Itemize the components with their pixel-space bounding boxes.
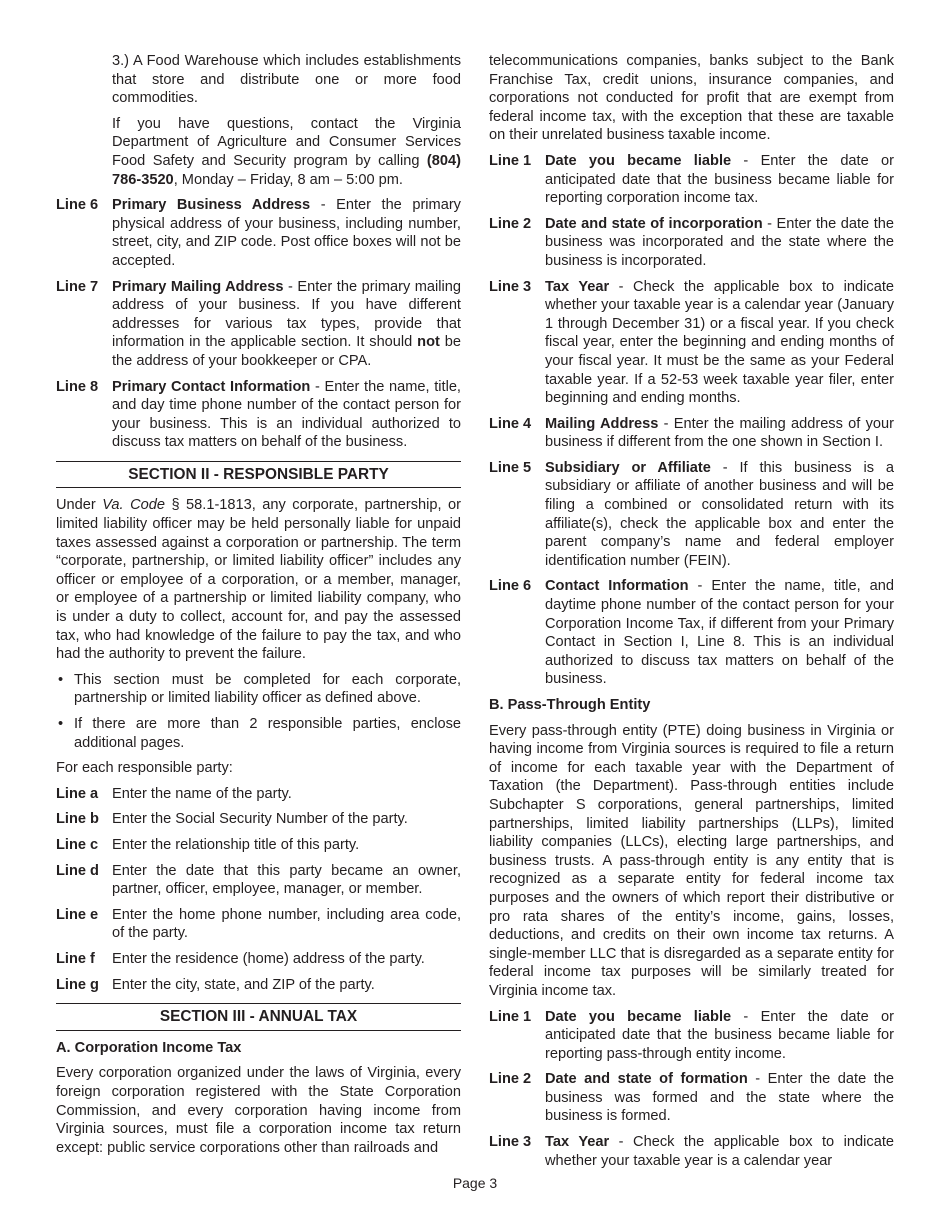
page-number: Page 3 — [452, 1175, 498, 1191]
line-label: Line 2 — [489, 215, 532, 232]
line-text: - Enter the date the business was incorporated and the state where the business is incorporated. — [545, 215, 894, 269]
line-text: - Enter the date the business was formed and the state where the business is formed. — [545, 1071, 894, 1125]
line-g — [56, 976, 461, 995]
line-title: Tax Year — [545, 1134, 610, 1151]
right-column — [489, 52, 894, 1177]
line-text: Enter the home phone number, including area code, of the party. — [112, 906, 461, 942]
list-item: • If there are more than 2 responsible parties, enclose additional pages. — [56, 715, 461, 752]
va-code-citation: Va. Code — [102, 497, 165, 514]
corp-line-3 — [489, 278, 894, 408]
rp-text-a: Under — [56, 497, 103, 514]
line-text: Enter the Social Security Number of the party. — [112, 811, 408, 828]
line-label: Line 4 — [489, 415, 532, 432]
line-text: - Check the applicable box to indicate whether your taxable year is a calendar year (January 1 through December 31) or a fiscal year. If you check fiscal year, enter the beginning and ending months of your fiscal year. It must be the same as your Federal taxable year. If a 52-53 week taxable year filer, enter beginning and ending months. — [545, 278, 894, 407]
line-text-cont: be the address of your bookkeeper or CPA. — [112, 334, 461, 369]
line-title: Primary Mailing Address — [112, 278, 284, 295]
line-text: Enter the city, state, and ZIP of the party. — [112, 976, 375, 993]
line-7-primary-mailing-address — [56, 278, 461, 371]
rp-text-b: § 58.1-1813, any corporate, partnership, or limited liability officer may be held personally liable for unpaid taxes assessed against a corporation or partnership. The term “corporate, partnership, or limited liability officer” includes any officer or employee of a corporation, or a member, manager, or employee of a partnership or limited liability company, who is under a duty to collect, account for, and pay the assessed tax, who had knowledge of the failure to pay the tax, and who had the authority to prevent the failure. — [56, 497, 461, 663]
line-text: - Enter the name, title, and day time phone number of the contact person for your business. This is an individual authorized to discuss tax matters on behalf of the business. — [112, 378, 461, 451]
line-d — [56, 862, 461, 899]
line-emphasis: not — [417, 334, 440, 351]
line-title: Mailing Address — [545, 415, 659, 432]
line-title: Date you became liable — [545, 1008, 732, 1025]
line-b — [56, 810, 461, 829]
line-title: Date and state of formation — [545, 1071, 748, 1088]
line-title: Primary Business Address — [112, 197, 311, 214]
line-label: Line 3 — [489, 278, 532, 295]
pte-line-2 — [489, 1070, 894, 1126]
line-label: Line f — [56, 950, 95, 967]
line-text: - Enter the primary mailing address of your business. If you have different addresses for various tax types, provide that information in the applicable section. It should — [112, 278, 461, 351]
line-label: Line a — [56, 785, 99, 802]
line-title: Tax Year — [545, 278, 610, 295]
line-a — [56, 785, 461, 804]
corp-line-5 — [489, 459, 894, 571]
pte-line-3 — [489, 1133, 894, 1170]
pass-through-entity-heading: B. Pass-Through Entity — [489, 697, 651, 713]
line-label: Line b — [56, 811, 99, 828]
line-label: Line c — [56, 836, 99, 853]
line-label: Line 3 — [489, 1134, 532, 1151]
line-text: - Enter the date or anticipated date that the business became liable for reporting pass-through entity income. — [545, 1008, 894, 1062]
line-text: Enter the name of the party. — [112, 785, 292, 802]
corporation-income-tax-paragraph: Every corporation organized under the laws of Virginia, every foreign corporation registered with the State Corporation Commission, and every corporation having income from Virginia sources, must file a corporation income tax return except: public service corporations other than railroads and — [56, 1065, 461, 1156]
corporation-income-tax-heading: A. Corporation Income Tax — [56, 1039, 242, 1056]
for-each-party-label: For each responsible party: — [56, 760, 233, 777]
line-title: Primary Contact Information — [112, 378, 311, 395]
line-text: Enter the date that this party became an owner, partner, officer, employee, manager, or member. — [112, 862, 461, 898]
line-label: Line 6 — [489, 578, 532, 595]
line-text: - Enter the name, title, and daytime phone number of the contact person for your Corporation Income Tax, if different from your Primary Contact in Section I, Line 8. This is an individual authorized to discuss tax matters on behalf of the business. — [545, 578, 895, 688]
line-label: Line g — [56, 976, 99, 993]
line-label: Line 1 — [489, 1008, 532, 1025]
line-text: - Check the applicable box to indicate whether your taxable year is a calendar year — [545, 1134, 894, 1169]
line-label: Line 7 — [56, 278, 99, 295]
line-f — [56, 950, 461, 969]
questions-hours: , Monday – Friday, 8 am – 5:00 pm. — [173, 171, 403, 188]
questions-text: If you have questions, contact the Virginia Department of Agriculture and Consumer Services Food Safety and Security program by calling — [112, 115, 461, 169]
line-6-primary-business-address — [56, 196, 461, 270]
corp-line-1 — [489, 152, 894, 208]
line-title: Date you became liable — [545, 152, 732, 169]
line-e — [56, 906, 461, 943]
line-title: Date and state of incorporation — [545, 215, 763, 232]
line-label: Line 5 — [489, 459, 532, 476]
corp-line-2 — [489, 215, 894, 271]
line-title: Contact Information — [545, 578, 689, 595]
left-column — [56, 52, 461, 1164]
line-8-primary-contact-information — [56, 378, 461, 452]
line-label: Line 6 — [56, 197, 99, 214]
line-text: Enter the relationship title of this party. — [112, 836, 360, 853]
line-text: - Enter the mailing address of your business if different from the one shown in Section I. — [545, 415, 894, 451]
line-text: - If this business is a subsidiary or affiliate of another business and will be filing a combined or consolidated return with its affiliate(s), check the applicable box and enter the parent company’s name and federal employer identification number (FEIN). — [545, 459, 894, 569]
line-label: Line 2 — [489, 1071, 532, 1088]
line-label: Line 1 — [489, 152, 532, 169]
corporation-exceptions-paragraph: telecommunications companies, banks subject to the Bank Franchise Tax, credit unions, insurance companies, and corporations not conducted for profit that are exempt from federal income tax, with the exception that these are taxable on their unrelated business taxable income. — [489, 53, 894, 144]
line-label: Line 8 — [56, 378, 99, 395]
line-label: Line e — [56, 906, 99, 923]
section-iii-heading: SECTION III - ANNUAL TAX — [56, 1003, 461, 1031]
corp-line-4 — [489, 415, 894, 452]
food-warehouse-paragraph: 3.) A Food Warehouse which includes establishments that store and distribute one or more food commodities. — [112, 53, 461, 107]
line-label: Line d — [56, 862, 99, 879]
line-text: - Enter the date or anticipated date that the business became liable for reporting corporation income tax. — [545, 152, 894, 207]
line-title: Subsidiary or Affiliate — [545, 459, 711, 476]
questions-paragraph — [112, 115, 461, 189]
responsible-party-paragraph — [56, 496, 461, 663]
line-c — [56, 836, 461, 855]
corp-line-6 — [489, 577, 894, 689]
section-ii-heading: SECTION II - RESPONSIBLE PARTY — [56, 461, 461, 489]
list-item: • This section must be completed for each corporate, partnership or limited liability officer as defined above. — [56, 671, 461, 708]
pte-line-1 — [489, 1008, 894, 1064]
line-text: Enter the residence (home) address of the party. — [112, 950, 425, 967]
phone-number: (804) 786-3520 — [112, 152, 461, 188]
line-text: - Enter the primary physical address of your business, including number, street, city, and ZIP code. Post office boxes will not be accepted. — [112, 197, 461, 269]
responsible-party-bullets — [56, 671, 461, 752]
pass-through-entity-paragraph: Every pass-through entity (PTE) doing business in Virginia or having income from Virginia sources is required to file a return of income for each taxable year with the Department of Taxation (the Department). Pass-through entities include Subchapter S corporations, general partnerships, limited partnerships, limited liability partnerships (LLPs), limited liability companies (LLCs), electing large partnerships, and business trusts. A pass-through entity is any entity that is recognized as a separate entity for federal income tax purposes and the owners of which report their distributive or pro rata shares of the entity’s income, gains, losses, deductions, and credits on their own income tax returns. A single-member LLC that is disregarded as a separate entity for federal income tax purposes will be similarly treated for Virginia income tax. — [489, 722, 894, 999]
